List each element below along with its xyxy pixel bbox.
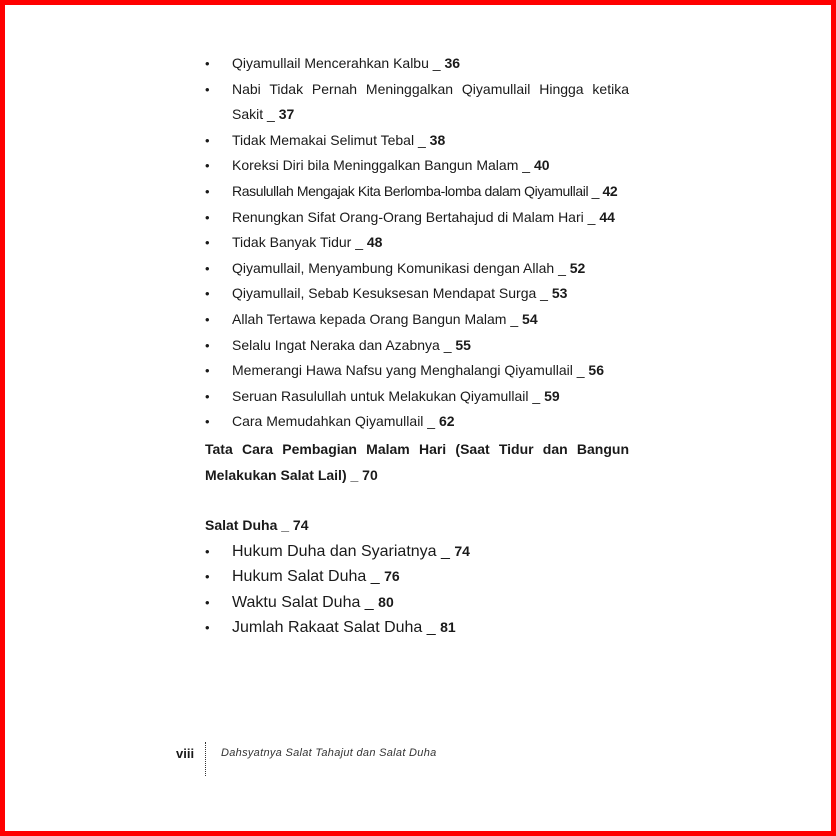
table-of-contents (205, 51, 629, 641)
bullet-icon: • (205, 414, 210, 430)
toc-item (205, 590, 629, 616)
toc-page-number: 56 (588, 362, 604, 379)
bullet-icon: • (205, 56, 210, 71)
toc-item (205, 539, 629, 565)
toc-item-title: Allah Tertawa kepada Orang Bangun Malam _ (232, 310, 519, 327)
toc-page-number: 59 (544, 387, 560, 404)
page-number: viii (176, 746, 195, 761)
toc-item (205, 307, 629, 333)
toc-item (205, 384, 629, 410)
toc-item-title: Tidak Banyak Tidur _ (232, 234, 363, 251)
toc-item (205, 281, 629, 307)
footer-divider (205, 742, 206, 776)
toc-item-title: Tidak Memakai Selimut Tebal _ (232, 131, 426, 148)
toc-page-number: 48 (366, 234, 383, 251)
toc-item (205, 256, 629, 282)
toc-item (205, 564, 629, 590)
toc-item-title: Selalu Ingat Neraka dan Azabnya _ (232, 336, 452, 353)
bullet-icon: • (205, 81, 210, 97)
toc-item (205, 205, 629, 231)
toc-item (205, 230, 629, 256)
toc-item (205, 179, 629, 205)
toc-item-title: Qiyamullail, Menyambung Komunikasi dengan Allah _ (232, 259, 566, 276)
toc-item-title: Nabi Tidak Pernah Meninggalkan Qiyamullail Hingga ketika Sakit _ (232, 80, 629, 123)
toc-item-title: Qiyamullail Mencerahkan Kalbu _ (232, 55, 441, 71)
toc-item (205, 615, 629, 641)
toc-item (205, 409, 629, 435)
bullet-icon: • (205, 132, 210, 148)
toc-page-number: 53 (551, 285, 568, 302)
bullet-icon: • (205, 260, 210, 276)
bullet-icon: • (205, 158, 210, 174)
toc-item-title: Cara Memudahkan Qiyamullail _ (232, 413, 436, 430)
toc-page-number: 36 (444, 55, 461, 71)
toc-page-number: 40 (533, 157, 550, 174)
toc-section-heading: Salat Duha _ 74 (205, 517, 309, 534)
toc-item-title: Renungkan Sifat Orang-Orang Bertahajud di Malam Hari _ (232, 208, 596, 225)
toc-page-number: 44 (599, 208, 615, 225)
toc-section-heading: Tata Cara Pembagian Malam Hari (Saat Tidur dan Bangun Melakukan Salat Lail) _ 70 (205, 440, 629, 483)
toc-page-number: 55 (455, 336, 471, 353)
toc-item-title: Waktu Salat Duha _ (232, 593, 374, 611)
bullet-icon: • (205, 388, 210, 404)
toc-item (205, 153, 629, 179)
toc-page-number: 76 (384, 568, 400, 585)
toc-page-number: 74 (454, 542, 470, 559)
toc-item (205, 51, 629, 77)
bullet-icon: • (205, 337, 210, 353)
toc-item-title: Seruan Rasulullah untuk Melakukan Qiyamullail _ (232, 387, 541, 404)
toc-page-number: 37 (278, 106, 295, 123)
bullet-icon: • (205, 543, 210, 559)
toc-item-title: Koreksi Diri bila Meninggalkan Bangun Malam _ (232, 157, 531, 174)
toc-list-duha (205, 539, 629, 641)
toc-item-title: Rasulullah Mengajak Kita Berlomba-lomba dalam Qiyamullail _ (232, 182, 600, 199)
toc-list-qiyamullail (205, 51, 629, 435)
bullet-icon: • (205, 363, 210, 379)
toc-page-number: 81 (440, 619, 456, 636)
bullet-icon: • (205, 311, 210, 327)
toc-item-title: Memerangi Hawa Nafsu yang Menghalangi Qiyamullail _ (232, 362, 585, 379)
bullet-icon: • (205, 594, 210, 610)
bullet-icon: • (205, 620, 210, 636)
toc-item-title: Hukum Duha dan Syariatnya _ (232, 542, 450, 560)
toc-item (205, 77, 629, 128)
toc-item (205, 358, 629, 384)
bullet-icon: • (205, 183, 210, 199)
toc-item-title: Qiyamullail, Sebab Kesuksesan Mendapat Surga _ (232, 285, 548, 302)
toc-item-title: Hukum Salat Duha _ (232, 568, 380, 586)
toc-page-number: 62 (438, 413, 455, 430)
bullet-icon: • (205, 569, 210, 585)
running-head: Dahsyatnya Salat Tahajut dan Salat Duha (221, 747, 437, 759)
bullet-icon: • (205, 286, 210, 302)
toc-page-number: 52 (569, 259, 586, 276)
bullet-icon: • (205, 235, 210, 251)
toc-page-number: 42 (602, 182, 618, 199)
toc-item (205, 128, 629, 154)
toc-page-number: 54 (522, 310, 538, 327)
bullet-icon: • (205, 209, 210, 225)
toc-page-number: 80 (378, 593, 394, 610)
toc-page-number: 38 (429, 131, 446, 148)
toc-item (205, 333, 629, 359)
toc-item-title: Jumlah Rakaat Salat Duha _ (232, 619, 436, 637)
